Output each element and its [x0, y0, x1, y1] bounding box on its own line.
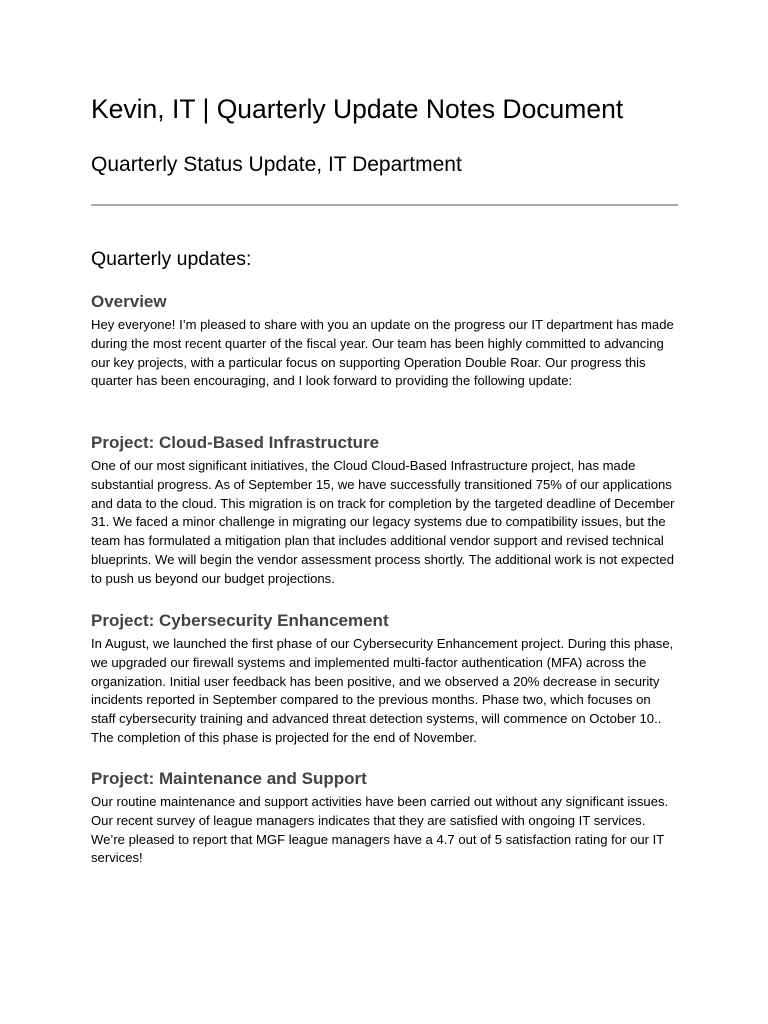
section-cloud-infrastructure-heading: Project: Cloud-Based Infrastructure	[91, 433, 380, 452]
document-title: Kevin, IT | Quarterly Update Notes Document	[91, 94, 624, 124]
section-cybersecurity-body: In August, we launched the first phase of our Cybersecurity Enhancement project. During this phase, we upgraded our firewall systems and implemented multi-factor authentication (MFA) across the organization. Initial user feedback has been positive, and we observed a 20% decrease in security incidents reported in September compared to the previous months. Phase two, which focuses on staff cybersecurity training and advanced threat detection systems, will commence on October 10.. The completion of this phase is projected for the end of November.	[91, 636, 674, 745]
section-cybersecurity	[91, 610, 678, 748]
section-maintenance-support	[91, 768, 678, 868]
section-overview	[91, 291, 678, 391]
section-overview-body: Hey everyone! I’m pleased to share with you an update on the progress our IT department has made during the most recent quarter of the fiscal year. Our team has been highly committed to advancing our key projects, with a particular focus on supporting Operation Double Roar. Our progress this quarter has been encouraging, and I look forward to providing the following update:	[91, 317, 674, 389]
section-heading-quarterly-updates: Quarterly updates:	[91, 248, 252, 270]
section-cloud-infrastructure	[91, 432, 678, 589]
horizontal-divider	[91, 204, 678, 206]
section-cloud-infrastructure-body: One of our most significant initiatives, the Cloud Cloud-Based Infrastructure project, has made substantial progress. As of September 15, we have successfully transitioned 75% of our applications and data to the cloud. This migration is on track for completion by the targeted deadline of December 31. We faced a minor challenge in migrating our legacy systems due to compatibility issues, but the team has formulated a mitigation plan that includes additional vendor support and revised technical blueprints. We will begin the vendor assessment process shortly. The additional work is not expected to push us beyond our budget projections.	[91, 458, 675, 586]
document-subtitle: Quarterly Status Update, IT Department	[91, 153, 462, 176]
section-maintenance-support-heading: Project: Maintenance and Support	[91, 769, 367, 788]
section-overview-heading: Overview	[91, 292, 167, 311]
section-maintenance-support-body: Our routine maintenance and support activities have been carried out without any significant issues. Our recent survey of league managers indicates that they are satisfied with ongoing IT services. We’re pleased to report that MGF league managers have a 4.7 out of 5 satisfaction rating for our IT services!	[91, 794, 669, 866]
section-cybersecurity-heading: Project: Cybersecurity Enhancement	[91, 611, 389, 630]
